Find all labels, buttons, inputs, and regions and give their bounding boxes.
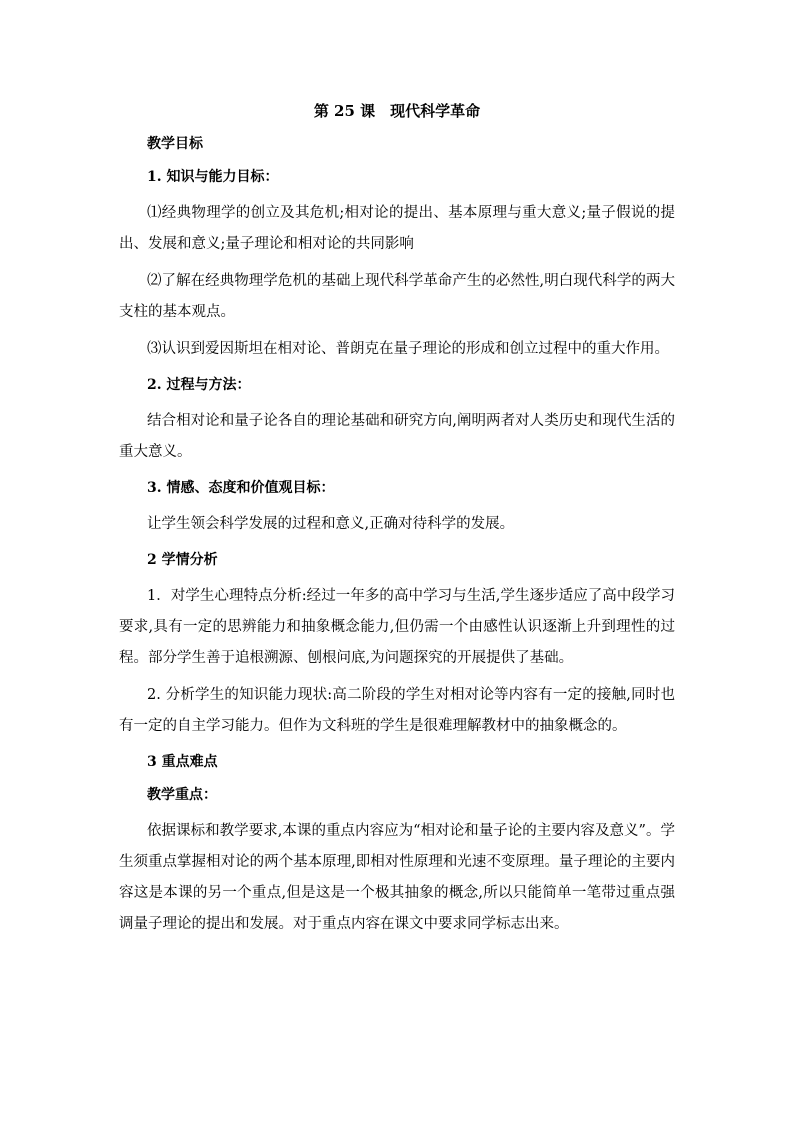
- section-heading-teaching-goals: 教学目标: [147, 136, 203, 152]
- document-content: [119, 99, 675, 946]
- paragraph-knowledge-2: ⑵了解在经典物理学危机的基础上现代科学革命产生的必然性,明白现代科学的两大支柱的基本观点。: [119, 273, 675, 320]
- section-heading-student-analysis: 2 学情分析: [147, 552, 218, 568]
- section-heading-teaching-key: 教学重点：: [147, 787, 217, 803]
- section-heading-emotion-values: 3. 情感、态度和价值观目标：: [147, 480, 335, 496]
- section-heading-key-difficult: 3 重点难点: [147, 754, 218, 770]
- paragraph-analysis-1: 1．对学生心理特点分析:经过一年多的高中学习与生活,学生逐步适应了高中段学习要求,具有一定的思辨能力和抽象概念能力,但仍需一个由感性认识逐渐上升到理性的过程。部分学生善于追根溯源、刨根问底,为问题探究的开展提供了基础。: [119, 588, 675, 666]
- paragraph-analysis-2: 2. 分析学生的知识能力现状:高二阶段的学生对相对论等内容有一定的接触,同时也有一定的自主学习能力。但作为文科班的学生是很难理解教材中的抽象概念的。: [119, 687, 675, 734]
- section-heading-knowledge-ability: 1. 知识与能力目标：: [147, 169, 279, 185]
- paragraph-emotion-1: 让学生领会科学发展的过程和意义,正确对待科学的发展。: [147, 516, 515, 532]
- paragraph-knowledge-3: ⑶认识到爱因斯坦在相对论、普朗克在量子理论的形成和创立过程中的重大作用。: [147, 341, 669, 357]
- lesson-title: 第 25 课 现代科学革命: [313, 102, 481, 120]
- section-heading-process-method: 2. 过程与方法：: [147, 377, 251, 393]
- paragraph-knowledge-1: ⑴经典物理学的创立及其危机;相对论的提出、基本原理与重大意义;量子假说的提出、发展和意义;量子理论和相对论的共同影响: [119, 205, 675, 252]
- paragraph-keypoint-1: 依据课标和教学要求,本课的重点内容应为“相对论和量子论的主要内容及意义”。学生须重点掌握相对论的两个基本原理,即相对性原理和光速不变原理。量子理论的主要内容这是本课的另一个重点,但是这是一个极其抽象的概念,所以只能简单一笔带过重点强调量子理论的提出和发展。对于重点内容在课文中要求同学标志出来。: [119, 823, 675, 932]
- paragraph-process-1: 结合相对论和量子论各自的理论基础和研究方向,阐明两者对人类历史和现代生活的重大意义。: [119, 413, 675, 460]
